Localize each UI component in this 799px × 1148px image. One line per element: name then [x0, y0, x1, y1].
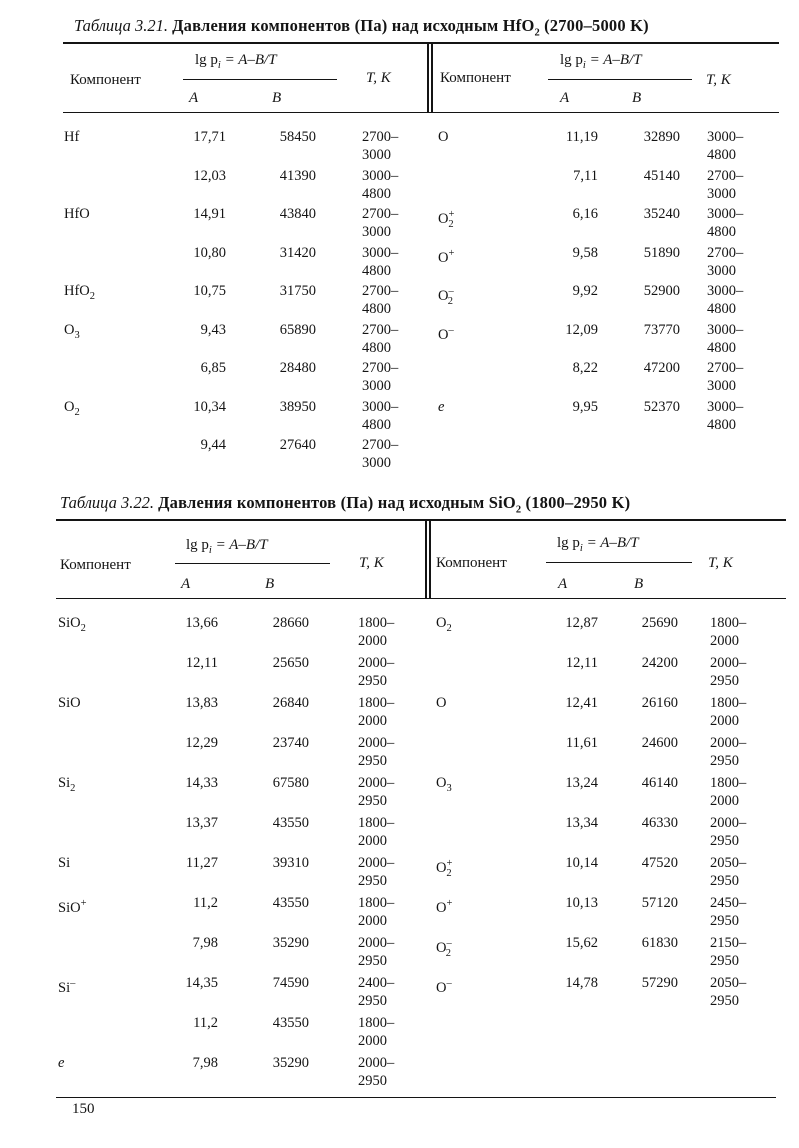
value-b-cell: 41390: [279, 167, 316, 184]
value-b-cell: 25690: [641, 615, 678, 631]
value-a-cell: 6,85: [200, 360, 226, 376]
temperature-range-end: 2950: [358, 873, 387, 889]
value-b-cell: 28660: [272, 615, 309, 631]
temperature-range-start: 2400–: [358, 975, 395, 991]
value-a-cell: 9,92: [572, 283, 598, 299]
value-a-cell: 12,11: [565, 655, 598, 671]
temperature-range-end: 2950: [710, 913, 739, 929]
value-a-cell: 9,44: [200, 437, 226, 453]
component-cell: $O_2$: [436, 615, 452, 634]
value-a-cell: 9,58: [572, 244, 598, 261]
temperature-range-end: 4800: [362, 262, 391, 279]
value-a-cell: 11,61: [565, 735, 598, 751]
value-a-cell: 10,14: [565, 855, 598, 871]
temperature-range-end: 2950: [358, 673, 387, 689]
value-b-cell: 47200: [643, 360, 680, 376]
temperature-range-end: 2000: [358, 713, 387, 729]
table1-top-rule: [63, 42, 779, 44]
temperature-range-start: 3000–: [707, 206, 744, 222]
temperature-range-start: 2000–: [358, 655, 395, 671]
value-a-cell: 12,09: [565, 321, 598, 338]
temperature-range-end: 3000: [707, 378, 736, 394]
temperature-range-start: 3000–: [707, 321, 744, 338]
temperature-range-end: 4800: [707, 224, 736, 240]
component-cell: $O^-_2$: [436, 938, 452, 959]
temperature-range-end: 4800: [362, 339, 391, 356]
temperature-range-end: 3000: [362, 455, 391, 471]
component-cell: SiO: [58, 695, 81, 711]
table1-right-t-header: T, К: [706, 72, 731, 88]
component-cell: O: [438, 129, 449, 145]
table1-title: Таблица 3.21. Давления компонентов (Па) над исходным HfO$_2$ (2700–5000 K): [74, 16, 649, 39]
value-a-cell: 12,03: [193, 167, 226, 184]
value-a-cell: 13,37: [185, 815, 218, 831]
component-cell: e: [438, 398, 445, 415]
table1-left-t-header: T, К: [366, 70, 391, 86]
value-b-cell: 51890: [643, 244, 680, 261]
value-a-cell: 13,24: [565, 775, 598, 791]
component-cell: $Si_2$: [58, 775, 76, 794]
table1-right-component-header: Компонент: [440, 70, 511, 86]
temperature-range-end: 2950: [358, 753, 387, 769]
value-b-cell: 23740: [272, 735, 309, 751]
value-b-cell: 43550: [272, 1015, 309, 1031]
temperature-range-start: 2700–: [707, 244, 744, 261]
value-b-cell: 61830: [641, 935, 678, 951]
table2-right-t-header: T, К: [708, 555, 733, 571]
temperature-range-end: 2950: [358, 1073, 387, 1089]
temperature-range-start: 2700–: [362, 129, 399, 145]
component-cell: $O_3$: [64, 321, 80, 341]
temperature-range-end: 3000: [362, 147, 391, 163]
value-a-cell: 13,66: [185, 615, 218, 631]
value-b-cell: 24600: [641, 735, 678, 751]
temperature-range-start: 2450–: [710, 895, 747, 911]
temperature-range-start: 1800–: [710, 695, 747, 711]
value-b-cell: 27640: [279, 437, 316, 453]
value-b-cell: 52370: [643, 398, 680, 415]
component-cell: O+: [438, 247, 455, 266]
component-cell: HfO: [64, 206, 90, 222]
temperature-range-end: 2000: [710, 633, 739, 649]
value-b-cell: 39310: [272, 855, 309, 871]
temperature-range-start: 2000–: [358, 935, 395, 951]
table2-left-formula-header: $\lg p_i = A-B/T$: [186, 537, 268, 556]
value-b-cell: 35290: [272, 1055, 309, 1071]
temperature-range-end: 4800: [362, 185, 391, 202]
value-a-cell: 10,80: [193, 244, 226, 261]
table2-left-a-header: A: [181, 576, 191, 592]
table2-title: Таблица 3.22. Давления компонентов (Па) над исходным SiO$_2$ (1800–2950 K): [60, 493, 631, 516]
temperature-range-start: 3000–: [707, 398, 744, 415]
value-a-cell: 9,95: [572, 398, 598, 415]
value-a-cell: 14,78: [565, 975, 598, 991]
value-a-cell: 15,62: [565, 935, 598, 951]
table1-right-b-header: B: [632, 90, 642, 106]
temperature-range-end: 2000: [358, 913, 387, 929]
component-cell: O+: [436, 898, 453, 916]
temperature-range-start: 3000–: [362, 244, 399, 261]
temperature-range-end: 2950: [358, 953, 387, 969]
temperature-range-start: 2700–: [362, 321, 399, 338]
temperature-range-start: 2700–: [362, 437, 399, 453]
temperature-range-end: 4800: [707, 339, 736, 356]
value-b-cell: 46330: [641, 815, 678, 831]
temperature-range-start: 1800–: [358, 815, 395, 831]
temperature-range-end: 2950: [710, 753, 739, 769]
value-a-cell: 14,33: [185, 775, 218, 791]
table2-right-component-header: Компонент: [436, 555, 507, 571]
table2-left-b-header: B: [265, 576, 275, 592]
page-number: 150: [72, 1101, 95, 1117]
value-a-cell: 14,35: [185, 975, 218, 991]
temperature-range-start: 2000–: [710, 655, 747, 671]
temperature-range-start: 1800–: [358, 1015, 395, 1031]
table1-left-component-header: Компонент: [70, 72, 141, 88]
value-a-cell: 12,11: [185, 655, 218, 671]
value-a-cell: 11,2: [193, 1015, 218, 1031]
temperature-range-start: 3000–: [362, 167, 399, 184]
temperature-range-end: 2000: [710, 713, 739, 729]
temperature-range-end: 2000: [710, 793, 739, 809]
temperature-range-start: 2000–: [358, 735, 395, 751]
value-a-cell: 10,75: [193, 283, 226, 299]
component-cell: HfO$_2$: [64, 283, 96, 302]
temperature-range-start: 1800–: [358, 895, 395, 911]
temperature-range-start: 2050–: [710, 855, 747, 871]
temperature-range-end: 2950: [710, 993, 739, 1009]
value-b-cell: 32890: [643, 129, 680, 145]
temperature-range-end: 2950: [710, 953, 739, 969]
temperature-range-end: 4800: [707, 301, 736, 317]
table1-left-b-header: B: [272, 90, 282, 106]
value-b-cell: 25650: [272, 655, 309, 671]
value-b-cell: 73770: [643, 321, 680, 338]
value-b-cell: 57120: [641, 895, 678, 911]
temperature-range-start: 3000–: [707, 283, 744, 299]
value-a-cell: 12,41: [565, 695, 598, 711]
table1-right-formula-header: $\lg p_i = A-B/T$: [560, 52, 642, 71]
temperature-range-start: 2700–: [707, 360, 744, 376]
value-b-cell: 26160: [641, 695, 678, 711]
component-cell: $O_2$: [64, 398, 80, 418]
value-b-cell: 58450: [279, 129, 316, 145]
temperature-range-end: 2950: [710, 673, 739, 689]
component-cell: $O_3$: [436, 775, 452, 794]
value-a-cell: 12,87: [565, 615, 598, 631]
temperature-range-end: 3000: [362, 378, 391, 394]
temperature-range-start: 2700–: [362, 283, 399, 299]
value-b-cell: 31420: [279, 244, 316, 261]
value-b-cell: 26840: [272, 695, 309, 711]
table1-left-formula-header: $\lg p_i = A-B/T$: [195, 52, 277, 71]
temperature-range-end: 2000: [358, 633, 387, 649]
temperature-range-end: 2950: [710, 873, 739, 889]
table1-center-divider: [427, 43, 429, 113]
temperature-range-start: 2700–: [362, 360, 399, 376]
temperature-range-end: 4800: [362, 416, 391, 433]
temperature-range-end: 4800: [362, 301, 391, 317]
temperature-range-start: 2000–: [358, 1055, 395, 1071]
temperature-range-end: 2000: [358, 833, 387, 849]
temperature-range-start: 3000–: [362, 398, 399, 415]
value-b-cell: 65890: [279, 321, 316, 338]
temperature-range-end: 3000: [707, 185, 736, 202]
value-a-cell: 17,71: [193, 129, 226, 145]
value-a-cell: 11,19: [565, 129, 598, 145]
value-b-cell: 24200: [641, 655, 678, 671]
table2-right-b-header: B: [634, 576, 644, 592]
value-b-cell: 52900: [643, 283, 680, 299]
value-a-cell: 7,11: [573, 167, 598, 184]
value-a-cell: 11,2: [193, 895, 218, 911]
temperature-range-start: 1800–: [710, 615, 747, 631]
temperature-range-start: 3000–: [707, 129, 744, 145]
value-a-cell: 12,29: [185, 735, 218, 751]
component-cell: Si–: [58, 978, 76, 996]
value-b-cell: 43550: [272, 895, 309, 911]
temperature-range-end: 4800: [707, 416, 736, 433]
temperature-range-end: 3000: [707, 262, 736, 279]
temperature-range-start: 2700–: [362, 206, 399, 222]
component-cell: $O^+_2$: [438, 209, 455, 230]
value-b-cell: 74590: [272, 975, 309, 991]
value-b-cell: 47520: [641, 855, 678, 871]
value-a-cell: 7,98: [192, 1055, 218, 1071]
table2-header-rule: [56, 598, 786, 599]
table2-top-rule: [56, 519, 786, 521]
page-bottom-rule: [56, 1097, 776, 1098]
value-b-cell: 35290: [272, 935, 309, 951]
temperature-range-end: 2000: [358, 1033, 387, 1049]
value-b-cell: 67580: [272, 775, 309, 791]
value-b-cell: 28480: [279, 360, 316, 376]
table1-left-a-header: A: [189, 90, 199, 106]
component-cell: $O^-_2$: [438, 286, 454, 307]
value-b-cell: 35240: [643, 206, 680, 222]
value-a-cell: 10,34: [193, 398, 226, 415]
value-a-cell: 11,27: [185, 855, 218, 871]
value-a-cell: 14,91: [193, 206, 226, 222]
temperature-range-start: 2000–: [358, 775, 395, 791]
component-cell: Hf: [64, 129, 80, 145]
temperature-range-start: 2050–: [710, 975, 747, 991]
temperature-range-start: 2000–: [710, 815, 747, 831]
value-b-cell: 57290: [641, 975, 678, 991]
value-b-cell: 43840: [279, 206, 316, 222]
table2-right-a-header: A: [558, 576, 568, 592]
value-a-cell: 8,22: [572, 360, 598, 376]
component-cell: O: [436, 695, 447, 711]
component-cell: e: [58, 1055, 65, 1071]
value-b-cell: 46140: [641, 775, 678, 791]
component-cell: O–: [436, 978, 452, 996]
value-a-cell: 13,83: [185, 695, 218, 711]
value-a-cell: 6,16: [572, 206, 598, 222]
table2-center-divider: [425, 520, 427, 598]
temperature-range-start: 2150–: [710, 935, 747, 951]
temperature-range-start: 1800–: [710, 775, 747, 791]
temperature-range-end: 2950: [710, 833, 739, 849]
value-a-cell: 10,13: [565, 895, 598, 911]
value-b-cell: 43550: [272, 815, 309, 831]
value-b-cell: 38950: [279, 398, 316, 415]
temperature-range-start: 2000–: [358, 855, 395, 871]
temperature-range-start: 2000–: [710, 735, 747, 751]
table1-right-a-header: A: [560, 90, 570, 106]
component-cell: SiO$_2$: [58, 615, 86, 634]
temperature-range-start: 2700–: [707, 167, 744, 184]
table2-right-formula-header: $\lg p_i = A-B/T$: [557, 535, 639, 554]
table2-left-component-header: Компонент: [60, 557, 131, 573]
table1-header-rule: [63, 112, 779, 113]
value-b-cell: 31750: [279, 283, 316, 299]
table2-left-t-header: T, К: [359, 555, 384, 571]
component-cell: Si: [58, 855, 71, 871]
temperature-range-end: 3000: [362, 224, 391, 240]
temperature-range-end: 2950: [358, 793, 387, 809]
value-a-cell: 9,43: [200, 321, 226, 338]
component-cell: $O^+_2$: [436, 858, 453, 879]
temperature-range-start: 1800–: [358, 695, 395, 711]
value-a-cell: 7,98: [192, 935, 218, 951]
component-cell: SiO+: [58, 898, 87, 916]
temperature-range-end: 4800: [707, 147, 736, 163]
value-a-cell: 13,34: [565, 815, 598, 831]
temperature-range-start: 1800–: [358, 615, 395, 631]
component-cell: O–: [438, 324, 454, 343]
temperature-range-end: 2950: [358, 993, 387, 1009]
value-b-cell: 45140: [643, 167, 680, 184]
